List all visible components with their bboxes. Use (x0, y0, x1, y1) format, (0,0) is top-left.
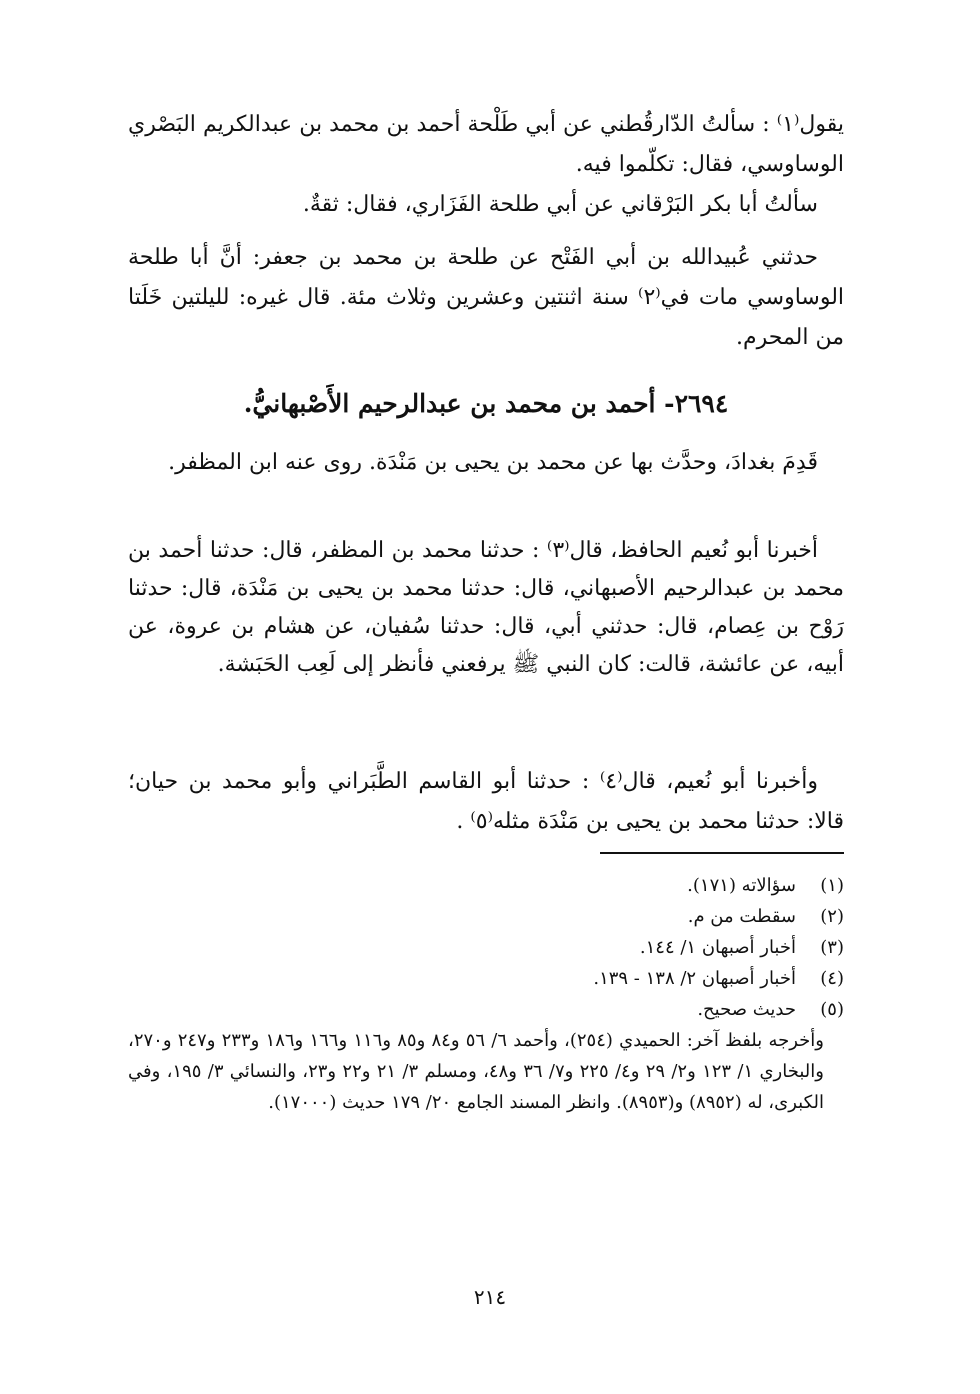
paragraph-daraqutni: يقول⁽١⁾ : سألتُ الدّارقُطني عن أبي طَلْحة أحمد بن محمد بن عبدالكريم البَصْري الوساوسي، فقال: تكلّموا فيه. (128, 112, 844, 177)
footnote-text: أخبار أصبهان ١/ ١٤٤. (639, 937, 796, 958)
footnote-number: (٥) (820, 999, 844, 1020)
footnote-text: حديث صحيح. (697, 999, 796, 1020)
footnote-item (128, 870, 844, 901)
footnote-item (128, 932, 844, 963)
footnote-continuation: وأخرجه بلفظ آخر: الحميدي (٢٥٤)، وأحمد ٦/ ٥٦ و٨٤ و٨٥ و١١٦ و١٦٦ و١٨٦ و٢٣٣ و٢٤٧ و٢٧٠، والبخاري ١/ ١٢٣ و٢/ ٢٩ و٤/ ٢٢٥ و٧/ ٣٦ و٤٨، ومسلم ٣/ ٢١ و٢٢ و٢٣، والنسائي ٣/ ١٩٥، وفي الكبرى، له (٨٩٥٢) و(٨٩٥٣). وانظر المسند الجامع ٢٠/ ١٧٩ حديث (١٧٠٠٠). (128, 1030, 824, 1113)
footnote-number: (٣) (820, 937, 844, 958)
paragraph-barqani: سألتُ أبا بكر البَرْقاني عن أبي طلحة الفَزَاري، فقال: ثقةٌ. (302, 192, 818, 217)
footnote-separator (600, 852, 844, 854)
footnote-text: سقطت من م. (687, 906, 796, 927)
paragraph-biography: قَدِمَ بغدادَ، وحدَّث بها عن محمد بن يحيى بن مَنْدَة. روى عنه ابن المظفر. (168, 450, 818, 475)
footnote-item (128, 963, 844, 994)
footnote-number: (٤) (820, 968, 844, 989)
footnotes (128, 870, 844, 1118)
paragraph-hadith-chain: أخبرنا أبو نُعيم الحافظ، قال⁽٣⁾ : حدثنا محمد بن المظفر، قال: حدثنا أحمد بن محمد بن عبدالرحيم الأصبهاني، قال: حدثنا محمد بن يحيى بن مَنْدَة، قال: حدثنا رَوْح بن عِصام، قال: حدثني أبي، قال: حدثنا سُفيان، عن هشام بن عروة، عن أبيه، عن عائشة، قالت: كان النبي ﷺ يرفعني فأنظر إلى لَعِب الحَبَشة. (128, 538, 844, 677)
footnote-number: (٢) (820, 906, 844, 927)
footnote-text: سؤالاته (١٧١). (687, 875, 796, 896)
footnote-item (128, 901, 844, 932)
footnote-item (128, 994, 844, 1025)
footnote-text: أخبار أصبهان ٢/ ١٣٨ - ١٣٩. (593, 968, 796, 989)
paragraph-death-date: حدثني عُبيدالله بن أبي الفَتْح عن طلحة بن محمد بن جعفر: أنَّ أبا طلحة الوساوسي مات في⁽٢⁾ سنة اثنتين وعشرين وثلاث مئة. قال غيره: لليلتين خَلَتا من المحرم. (128, 245, 845, 350)
footnote-number: (١) (820, 875, 844, 896)
paragraph-second-chain: وأخبرنا أبو نُعيم، قال⁽٤⁾ : حدثنا أبو القاسم الطَّبَراني وأبو محمد بن حيان؛ قالا: حدثنا محمد بن يحيى بن مَنْدَة مثله⁽٥⁾ . (128, 769, 844, 834)
page-number: ٢١٤ (473, 1285, 507, 1309)
entry-heading: ٢٦٩٤- أحمد بن محمد بن عبدالرحيم الأَصْبهانيُّ. (243, 389, 729, 418)
